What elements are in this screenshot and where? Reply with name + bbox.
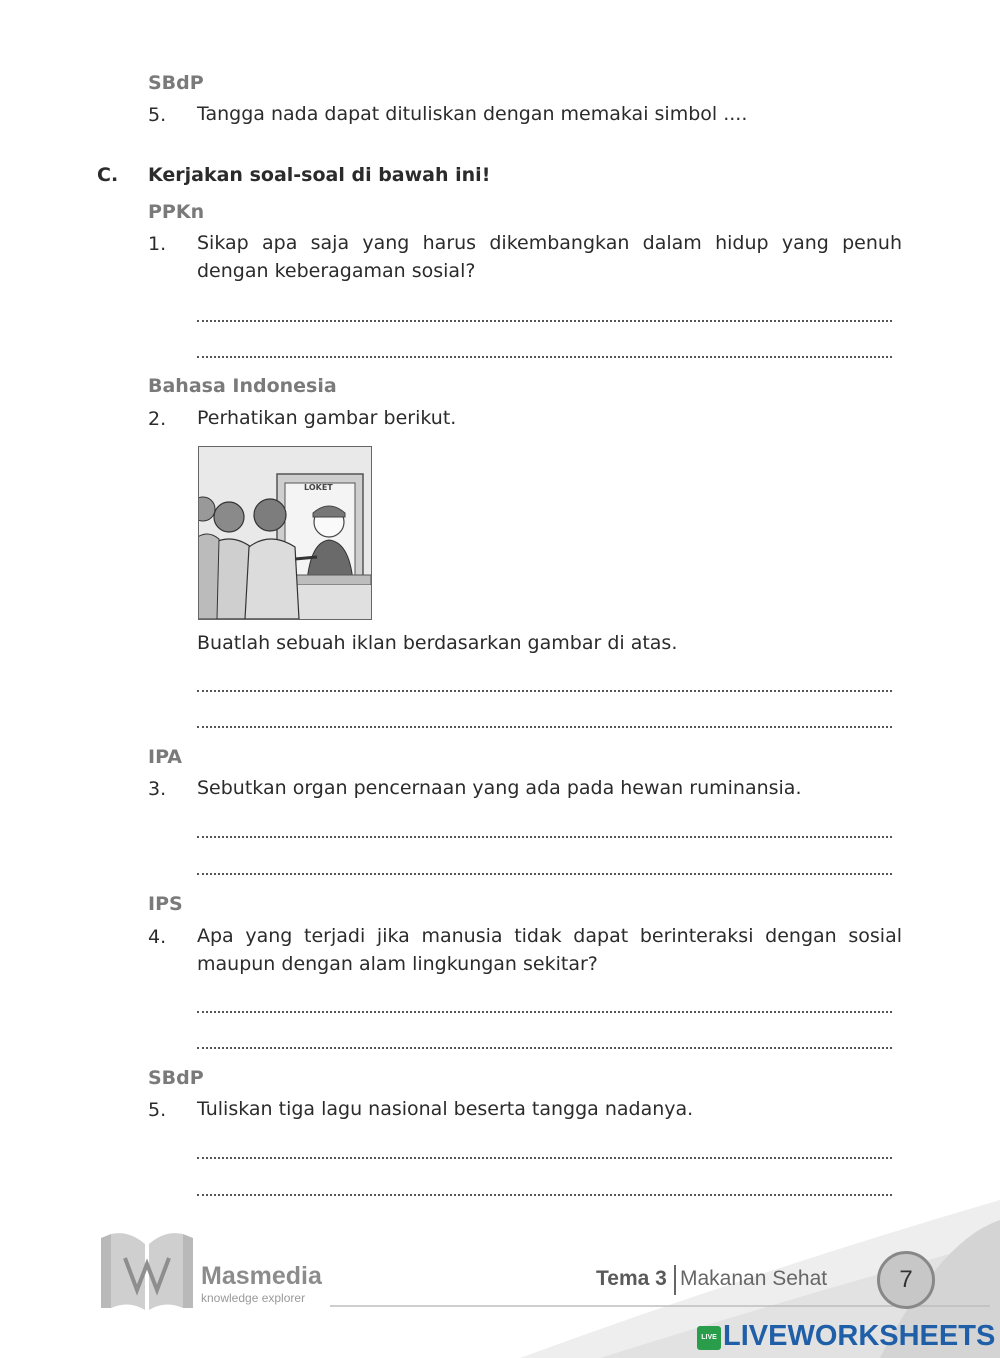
question-text: Perhatikan gambar berikut. bbox=[197, 407, 457, 429]
liveworksheets-badge-icon: LIVE bbox=[697, 1326, 721, 1350]
page-number: 7 bbox=[877, 1251, 935, 1309]
subject-label-ips: IPS bbox=[148, 893, 183, 915]
answer-line[interactable] bbox=[197, 726, 892, 728]
answer-line[interactable] bbox=[197, 1157, 892, 1159]
question-text: Sikap apa saja yang harus dikembangkan dalam hidup yang penuh dengan keberagaman sosial? bbox=[197, 232, 902, 282]
question-text: Sebutkan organ pencernaan yang ada pada hewan ruminansia. bbox=[197, 777, 802, 799]
section-heading: Kerjakan soal-soal di bawah ini! bbox=[148, 164, 491, 186]
ticket-counter-illustration bbox=[198, 446, 372, 620]
question-number: 2. bbox=[148, 408, 167, 430]
question-number: 4. bbox=[148, 926, 167, 948]
answer-line[interactable] bbox=[197, 1194, 892, 1196]
publisher-name: Masmedia bbox=[201, 1262, 322, 1290]
subject-label-ipa: IPA bbox=[148, 746, 182, 768]
counter-sign: LOKET bbox=[304, 483, 333, 492]
question-text: Apa yang terjadi jika manusia tidak dapat berinteraksi dengan sosial maupun dengan alam lingkungan sekitar? bbox=[197, 925, 902, 975]
question-number: 5. bbox=[148, 1099, 167, 1121]
ticket-counter-drawing bbox=[199, 447, 371, 619]
liveworksheets-watermark[interactable]: LIVEWORKSHEETS bbox=[723, 1320, 996, 1352]
tema-title: Makanan Sehat bbox=[680, 1267, 828, 1290]
question-number: 3. bbox=[148, 778, 167, 800]
answer-line[interactable] bbox=[197, 356, 892, 358]
subject-label-sbdp: SBdP bbox=[148, 1067, 204, 1089]
answer-line[interactable] bbox=[197, 1047, 892, 1049]
book-logo-icon bbox=[97, 1230, 197, 1312]
publisher-tagline: knowledge explorer bbox=[201, 1291, 306, 1305]
title-divider bbox=[674, 1265, 676, 1295]
section-letter: C. bbox=[97, 164, 119, 186]
answer-line[interactable] bbox=[197, 1011, 892, 1013]
subject-label-sbdp-top: SBdP bbox=[148, 72, 204, 94]
answer-line[interactable] bbox=[197, 873, 892, 875]
answer-line[interactable] bbox=[197, 836, 892, 838]
answer-line[interactable] bbox=[197, 690, 892, 692]
question-text: Tuliskan tiga lagu nasional beserta tangga nadanya. bbox=[197, 1098, 694, 1120]
subject-label-bahasa-indonesia: Bahasa Indonesia bbox=[148, 375, 337, 397]
answer-line[interactable] bbox=[197, 320, 892, 322]
tema-number: Tema 3 bbox=[596, 1267, 667, 1290]
question-number: 1. bbox=[148, 233, 167, 255]
question-number: 5. bbox=[148, 104, 167, 126]
question-text: Tangga nada dapat dituliskan dengan memakai simbol .... bbox=[197, 103, 748, 125]
subject-label-ppkn: PPKn bbox=[148, 201, 205, 223]
question-instruction: Buatlah sebuah iklan berdasarkan gambar di atas. bbox=[197, 632, 678, 654]
